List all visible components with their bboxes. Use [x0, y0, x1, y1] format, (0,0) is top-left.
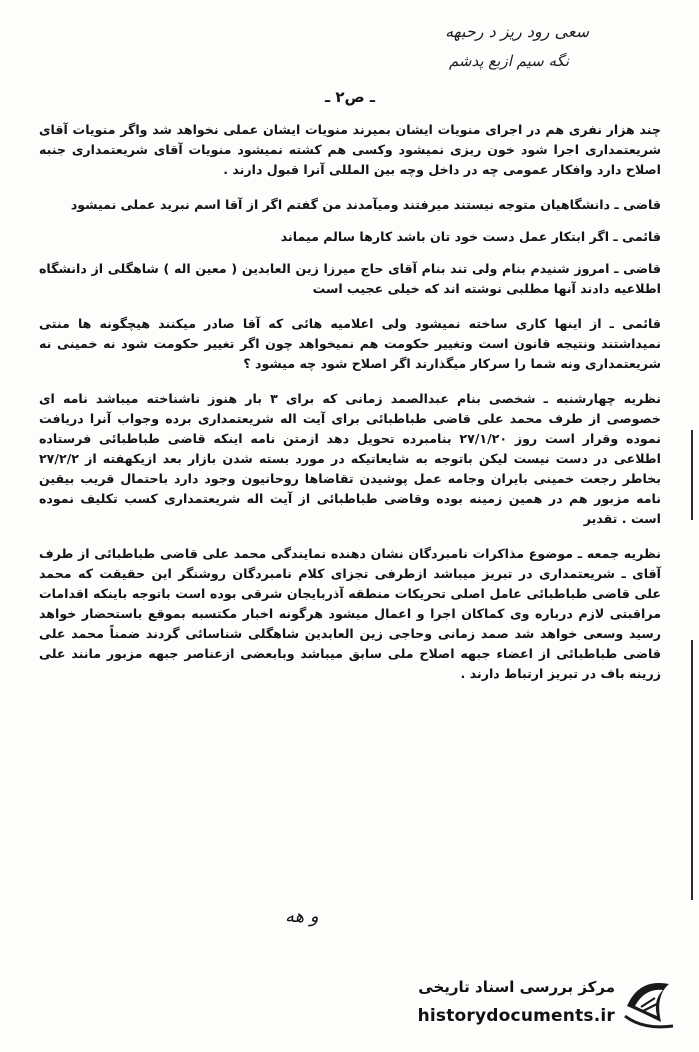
paragraph: نظریه چهارشنبه ـ شخصی بنام عبدالصمد زمانی که برای ۳ بار هنوز ناشناخته میباشد نامه ای خصوصی از طرف محمد علی قاضی طباطبائی برای آیت اله شریعتمداری برده وجواب آنرا دریافت نموده وقرار است روز ۲۷/۱/۲۰ بنامبرده تحویل دهد ازمتن نامه اینکه قاضی طباطبائی فرستاده اطلاعی در دست نیست لیکن باتوجه به شایعاتیکه در مورد بسته شدن بازار بعد ازیکهفته از ۲۷/۲/۲ بخاطر رجعت خمینی بایران وجامه عمل پوشیدن تقاضاها روحانیون وجود دارد باحتمال قریب بیقین نامه مزبور هم در همین زمینه بوده وقاضی طباطبائی از آیت اله شریعتمداری کسب تکلیف نموده است . تقدیر [39, 391, 661, 526]
paragraph: قائمی ـ اگر ابتکار عمل دست خود تان باشد کارها سالم میماند [280, 229, 661, 244]
paragraph: نظریه جمعه ـ موضوع مذاکرات نامبردگان نشان دهنده نمایندگی محمد علی قاضی طباطبائی از طرف آقای ـ شریعتمداری در تبریز میباشد ازطرفی تجزای کلام نامبردگان روشنگر این حقیقت که محمد علی قاضی طباطبائی عامل اصلی تحریکات منطقه آذربایجان شرقی بوده است باتوجه باینکه اقدامات مراقبتی لازم درباره وی کماکان اجرا و اعمال میشود هرگونه اخبار مکتسبه بموقع باستحضار خواهد رسید وسعی خواهد شد صمد زمانی وحاجی زین العابدین شاهگلی شناسائی گردند ضمناً محمد علی قاضی طباطبائی از اعضاء جبهه اصلاح ملی سابق میباشد وبابعضی ازعناصر جبهه مزبور مانند علی زرینه باف در تبریز ارتباط دارند . [39, 546, 661, 681]
watermark-logo [407, 976, 677, 1034]
paragraph: قائمی ـ از اینها کاری ساخته نمیشود ولی اعلامیه هائی که آقا صادر میکنند هیچگونه ها منتی نمیداشتند ونتیجه قانون است وتغییر حکومت هم نمیخواهد چون اگر تغییر حکومت شود نه خمینی نه شریعتمداری ونه شما را سرکار میگذارند اگر اصلاح شود چه میشود ؟ [39, 316, 661, 371]
handwritten-note-line-2: نگه سیم ازبع پدشم [448, 52, 569, 70]
paragraph: چند هزار نفری هم در اجرای منویات ایشان بمیرند منویات ایشان عملی نخواهد شد واگر منویات آقای شریعتمداری اجرا شود خون ریزی نمیشود وکسی هم کشته نمیشود منویات آقای شریعتمداری جنبه اصلاح دارد وافکار عمومی چه در داخل وچه بین المللی آنرا قبول دارند . [39, 122, 661, 177]
handwritten-note-line-1: سعی رود ریز د رحبهه [445, 22, 589, 41]
logo-url: historydocuments.ir [417, 1006, 615, 1026]
paragraph: قاضی ـ دانشگاهیان متوجه نیستند میرفتند ومیآمدند من گفتم اگر از آقا اسم نبرید عملی نمیشود [70, 197, 661, 212]
handwritten-signature: و هه [285, 906, 319, 927]
margin-scan-line [691, 430, 693, 520]
margin-scan-line [691, 640, 693, 900]
paragraph: قاضی ـ امروز شنیدم بنام ولی تند بنام آقای حاج میرزا زین العابدین ( معین اله ) شاهگلی از دانشگاه اطلاعیه دادند آنها مطلبی نوشته اند که خیلی عجیب است [39, 261, 661, 296]
page-number: ـ ص۲ ـ [325, 88, 376, 106]
document-scroll-icon [621, 976, 677, 1034]
logo-name: مرکز بررسی اسناد تاریخی [418, 978, 615, 996]
document-body [39, 120, 661, 699]
